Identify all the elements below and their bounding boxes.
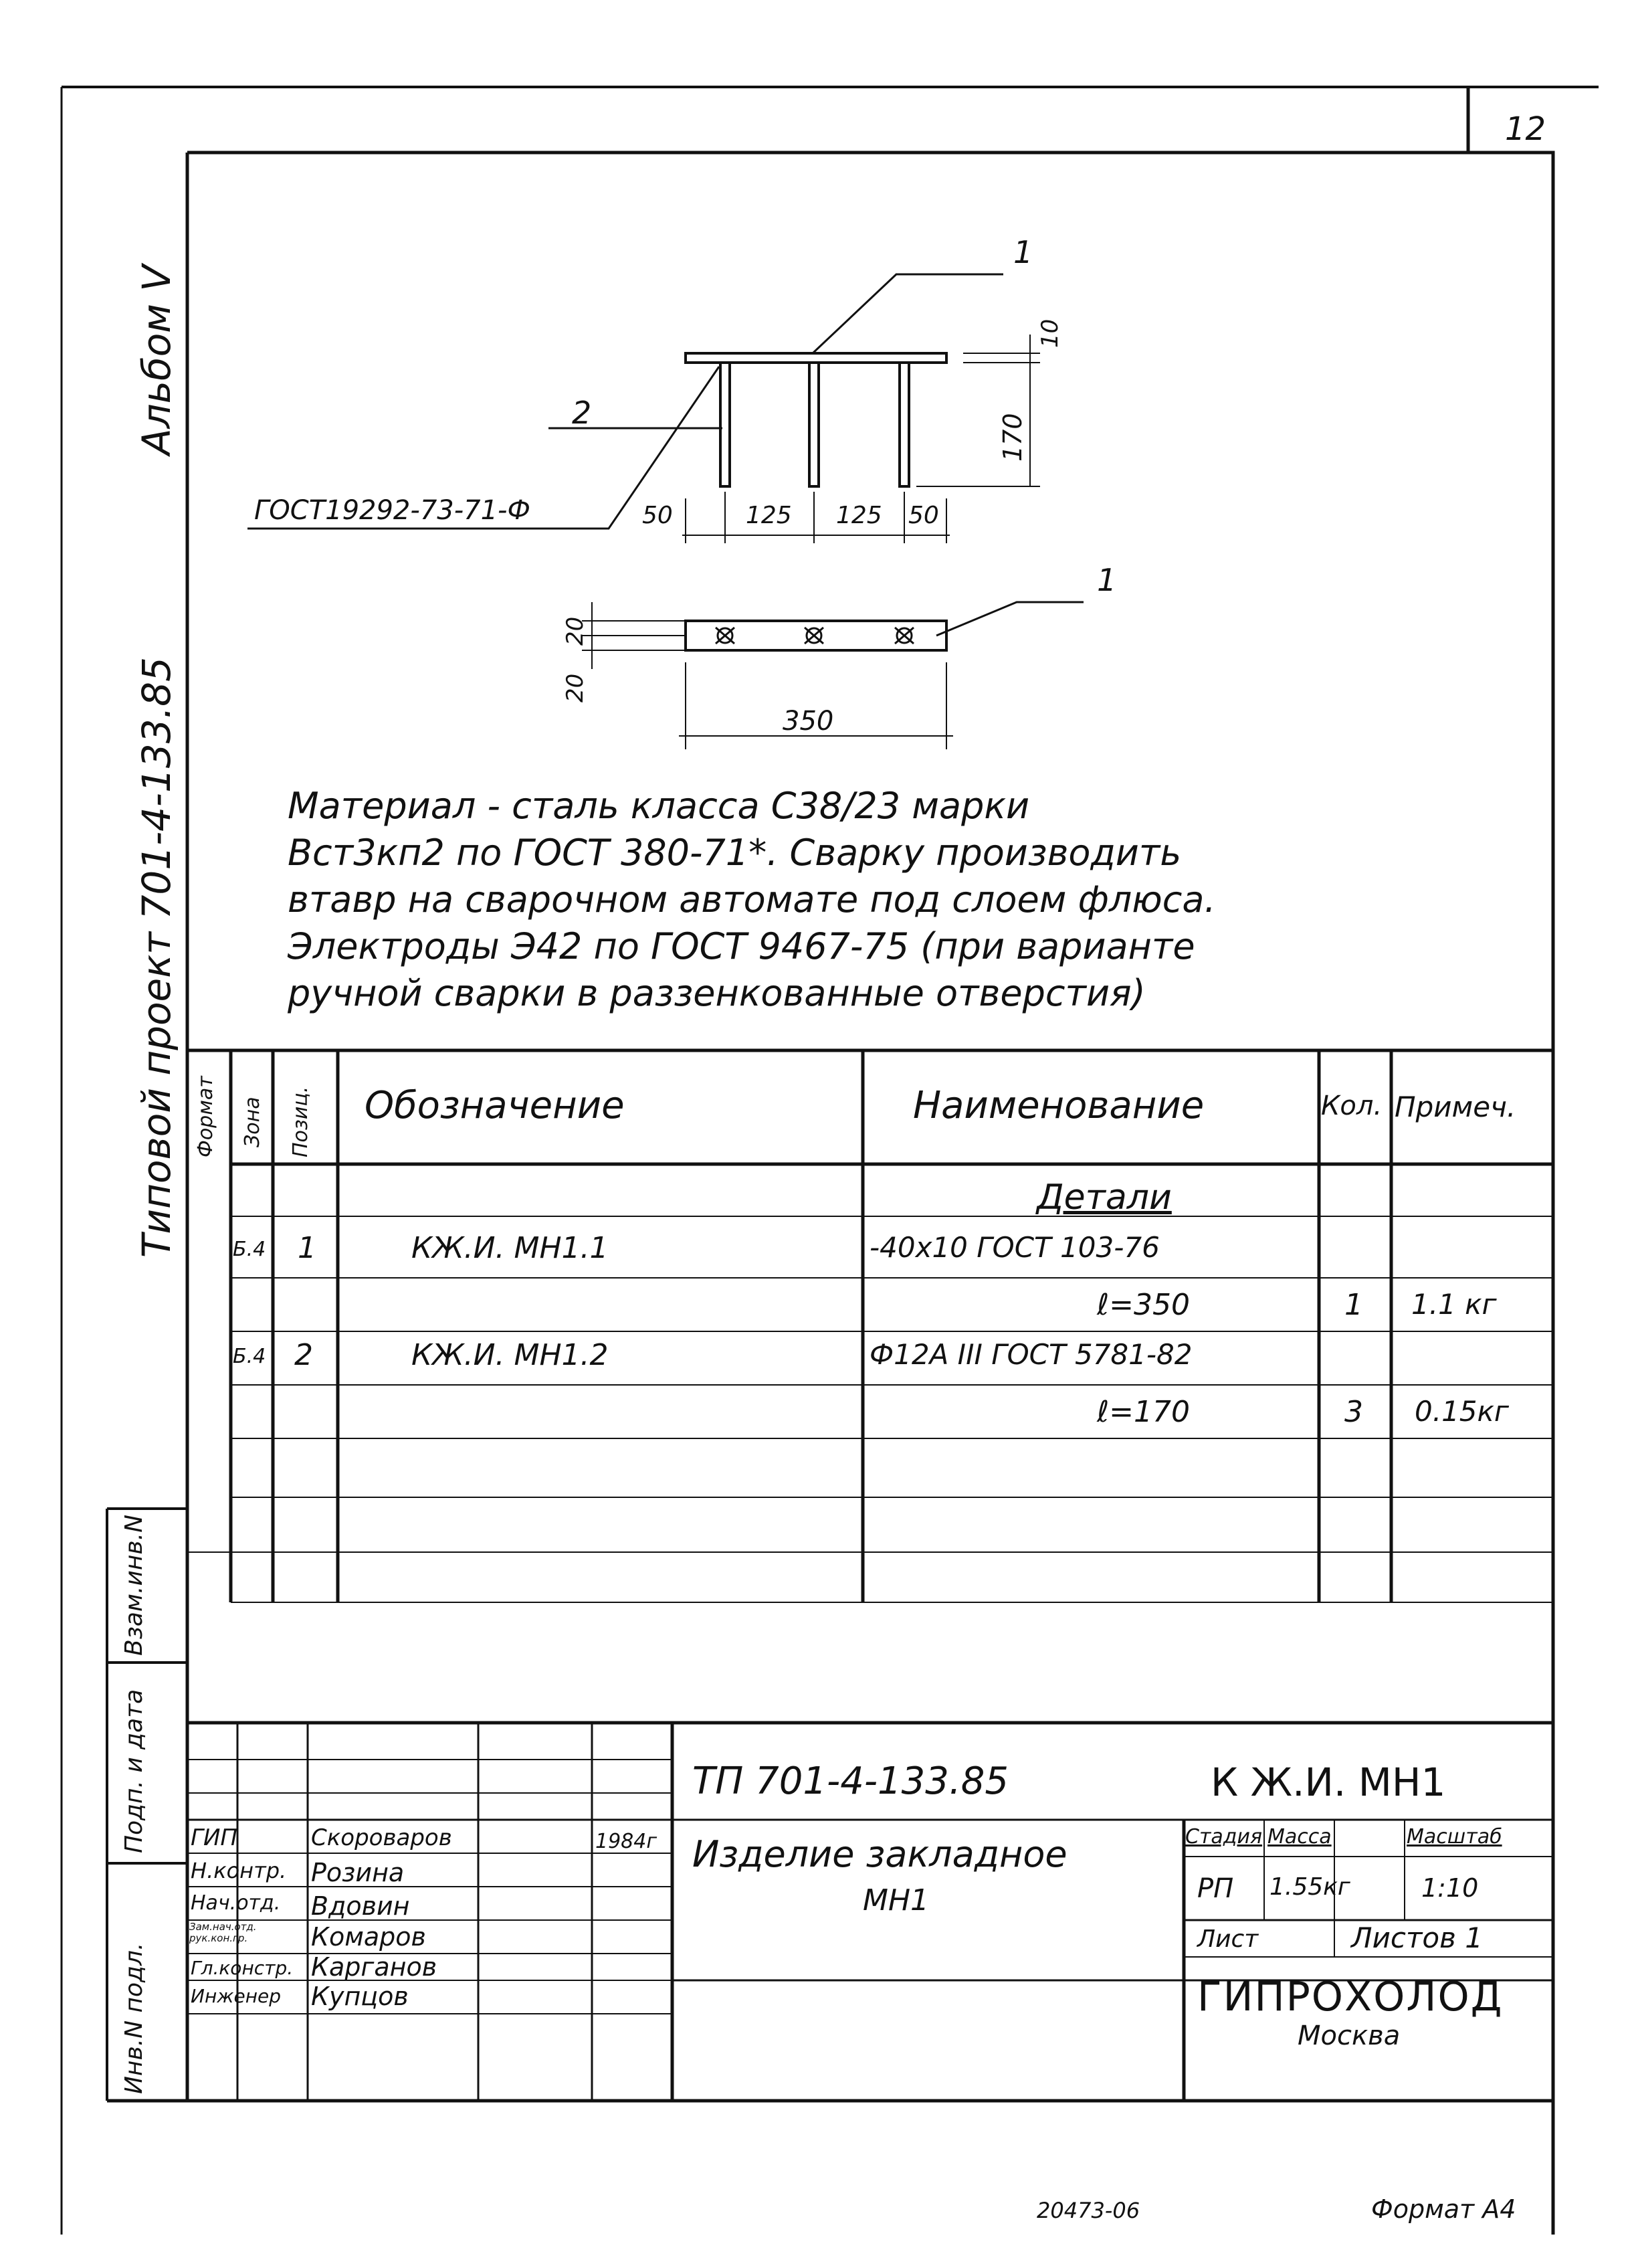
sheet-number: 12 [1505, 110, 1546, 148]
signer-name: Карганов [311, 1952, 437, 1982]
dim-50-right: 50 [908, 502, 939, 529]
row-poz: 2 [294, 1338, 313, 1372]
dim-50-left: 50 [642, 502, 673, 529]
signer-role: Зам.нач.отд. рук.кон.гр. [189, 1921, 257, 1944]
sheet-format: Формат А4 [1371, 2194, 1516, 2224]
sheets-label: Листов 1 [1351, 1921, 1483, 1954]
dim-10: 10 [1037, 318, 1063, 348]
leader-pos1-plan [936, 602, 1084, 636]
doc-code: ТП 701-4-133.85 [692, 1760, 1009, 1803]
item-name: Изделие закладное [692, 1833, 1067, 1875]
stage-value: РП [1197, 1873, 1234, 1904]
side-label-album: Альбом V [134, 264, 179, 455]
anchor-bar-3 [900, 363, 909, 486]
row-naim: ℓ=350 [1097, 1288, 1191, 1322]
signer-name: Скороваров [311, 1824, 452, 1851]
material-notes [288, 783, 1216, 1017]
signer-role: Гл.констр. [191, 1957, 294, 1979]
doc-mark: К Ж.И. МН1 [1211, 1760, 1446, 1805]
section-label-details: Детали [1037, 1177, 1172, 1218]
note-line: Материал - сталь класса С38/23 марки [288, 785, 1030, 827]
header-oboz: Обозначение [365, 1084, 625, 1127]
row-oboz: КЖ.И. МН1.1 [411, 1231, 609, 1265]
note-line: Вст3кп2 по ГОСТ 380-71*. Сварку производить [288, 832, 1182, 874]
signer-name: Купцов [311, 1982, 409, 2011]
item-code: МН1 [863, 1883, 930, 1917]
dim-125-b: 125 [836, 502, 882, 529]
row-prim: 0.15кг [1415, 1395, 1509, 1428]
gost-leader-label: ГОСТ19292-73-71-Ф [254, 495, 530, 526]
leader-pos1-top [813, 274, 1003, 353]
header-naim: Наименование [913, 1084, 1205, 1127]
header-format: Формат [194, 1076, 217, 1157]
dim-170: 170 [998, 413, 1027, 462]
side-label-inv-podl: Инв.N подл. [120, 1942, 148, 2094]
sheet-label: Лист [1197, 1925, 1259, 1953]
organization-city: Москва [1298, 2020, 1401, 2051]
row-kol: 3 [1344, 1395, 1363, 1429]
position-label-1-top: 1 [1013, 234, 1033, 270]
dim-20-bottom: 20 [562, 673, 589, 702]
header-zona: Зона [241, 1097, 264, 1147]
row-format: Б.4 [233, 1238, 266, 1261]
position-label-2: 2 [572, 395, 592, 431]
year: 1984г [595, 1830, 657, 1853]
mass-value: 1.55кг [1269, 1873, 1350, 1901]
spec-table-grid [187, 1050, 1553, 1602]
note-line: ручной сварки в раззенкованные отверстия) [288, 972, 1146, 1014]
side-label-vzam-inv: Взам.инв.N [120, 1514, 148, 1656]
anchor-bar-1 [720, 363, 730, 486]
row-naim: ℓ=170 [1097, 1395, 1191, 1429]
note-line: втавр на сварочном автомате под слоем флюса. [288, 878, 1216, 921]
signer-name: Розина [311, 1858, 405, 1887]
header-kol: Кол. [1321, 1091, 1383, 1121]
side-label-podp-data: Подп. и дата [120, 1689, 148, 1853]
frame-right-line [1468, 87, 1553, 2235]
side-label-project: Типовой проект 701-4-133.85 [134, 657, 179, 1258]
inventory-number: 20473-06 [1037, 2198, 1140, 2223]
row-prim: 1.1 кг [1411, 1288, 1497, 1321]
header-prim: Примеч. [1395, 1091, 1516, 1123]
row-poz: 1 [298, 1231, 316, 1265]
mass-label: Масса [1267, 1825, 1332, 1849]
signer-name: Вдовин [311, 1891, 410, 1921]
scale-value: 1:10 [1421, 1873, 1479, 1903]
row-format: Б.4 [233, 1345, 266, 1368]
row-naim: Ф12А III ГОСТ 5781-82 [870, 1338, 1193, 1371]
signer-name: Комаров [311, 1922, 426, 1952]
anchor-bar-2 [809, 363, 819, 486]
signer-role: ГИП [191, 1824, 237, 1851]
stage-label: Стадия [1185, 1825, 1263, 1849]
position-label-1-plan: 1 [1097, 562, 1117, 598]
signer-role: Н.контр. [191, 1858, 287, 1883]
row-naim: -40х10 ГОСТ 103-76 [870, 1231, 1160, 1264]
signer-role: Инженер [191, 1985, 282, 2007]
plan-anchor-marks [716, 628, 914, 644]
organization-name: ГИПРОХОЛОД [1197, 1974, 1504, 2020]
note-line: Электроды Э42 по ГОСТ 9467-75 (при варианте [288, 925, 1195, 967]
dim-125-a: 125 [746, 502, 792, 529]
dim-350: 350 [783, 706, 834, 737]
signer-role: Нач.отд. [191, 1891, 281, 1915]
dim-20-top: 20 [562, 616, 589, 646]
row-kol: 1 [1344, 1288, 1363, 1322]
row-oboz: КЖ.И. МН1.2 [411, 1338, 609, 1372]
header-poz: Позиц. [289, 1086, 312, 1157]
scale-label: Масштаб [1407, 1825, 1502, 1849]
plate-elevation [686, 353, 946, 363]
